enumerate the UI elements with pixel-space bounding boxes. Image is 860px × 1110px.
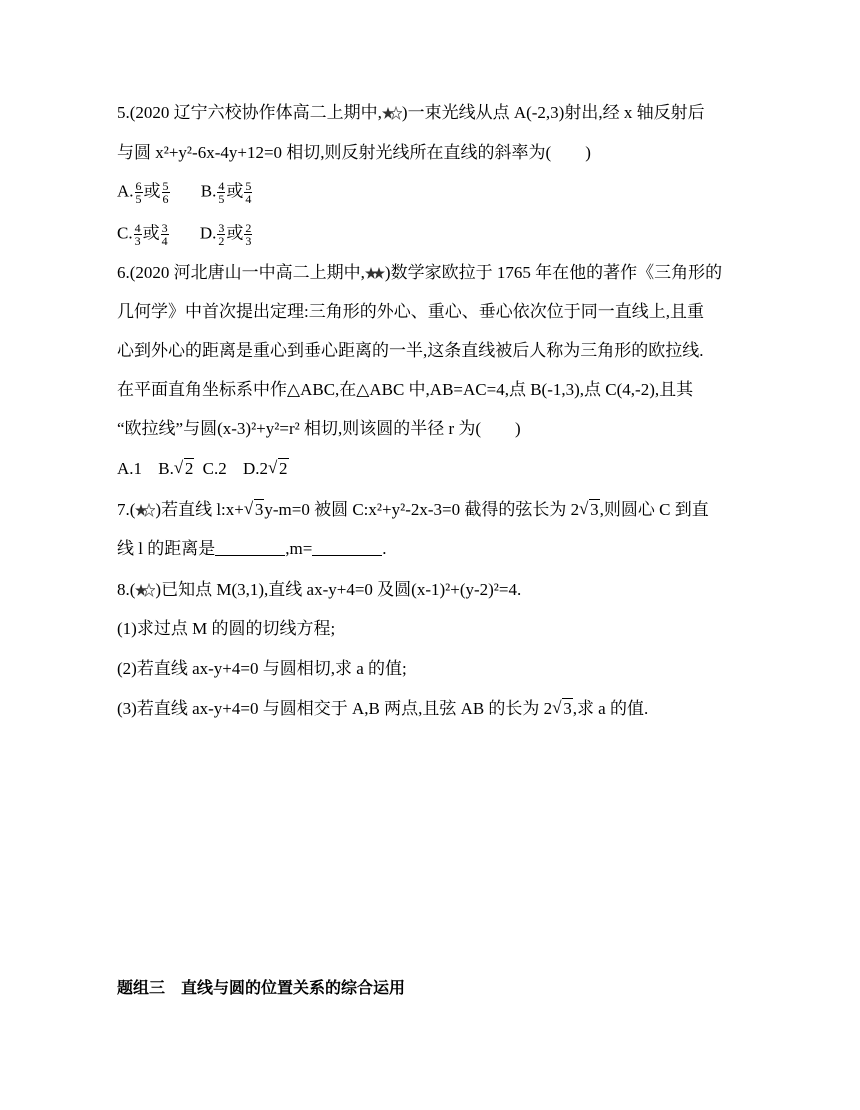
q6-line-1 xyxy=(117,262,722,284)
q5-stem-1: )一束光线从点 A(-2,3)射出,经 x 轴反射后 xyxy=(401,103,705,122)
q6-source: 6.(2020 河北唐山一中高二上期中, xyxy=(117,263,365,282)
q6-stem-1: )数学家欧拉于 1765 年在他的著作《三角形的 xyxy=(384,263,723,282)
answer-blank-distance[interactable] xyxy=(215,539,285,556)
q8-part-1: (1)求过点 M 的圆的切线方程; xyxy=(117,619,336,638)
q6-option-c: C.2 xyxy=(202,459,227,478)
q6-line-4: 在平面直角坐标系中作△ABC,在△ABC 中,AB=AC=4,点 B(-1,3),点 C(4,-2),且其 xyxy=(117,380,694,399)
q6-line-5: “欧拉线”与圆(x-3)²+y²=r² 相切,则该圆的半径 r 为( ) xyxy=(117,419,521,438)
q5-option-b: B. $\frac{4}{5}$ 或 $\frac{5}{4}$ xyxy=(200,179,252,206)
q5-option-c: C. $\frac{4}{3}$ 或 $\frac{3}{4}$ xyxy=(117,221,168,248)
difficulty-two-stars-icon xyxy=(135,503,155,517)
q6-option-d: D.2√ 2 xyxy=(243,459,289,478)
q5-option-d: D. $\frac{3}{2}$ 或 $\frac{2}{3}$ xyxy=(199,221,252,248)
answer-blank-m[interactable] xyxy=(312,539,382,556)
difficulty-two-stars-icon xyxy=(382,106,402,120)
q5-source: 5.(2020 辽宁六校协作体高二上期中, xyxy=(117,103,382,122)
difficulty-three-stars-icon xyxy=(365,266,385,280)
q6-options xyxy=(117,458,289,480)
q6-line-2: 几何学》中首次提出定理:三角形的外心、重心、垂心依次位于同一直线上,且重 xyxy=(117,302,704,321)
q5-line-1 xyxy=(117,102,705,124)
q7-line-1: 7.( )若直线 l:x+√ 3y-m=0 被圆 C:x²+y²-2x-3=0 截得的弦长为 2√ 3,则圆心 C 到直 xyxy=(117,499,709,521)
q8-line-1: 8.( )已知点 M(3,1),直线 ax-y+4=0 及圆(x-1)²+(y-2)²=4. xyxy=(117,580,522,599)
q5-options-row-1 xyxy=(117,180,253,205)
difficulty-two-stars-icon xyxy=(135,583,155,597)
q5-line-2: 与圆 x²+y²-6x-4y+12=0 相切,则反射光线所在直线的斜率为( ) xyxy=(117,143,591,162)
q5-option-a: A. $\frac{6}{5}$ 或 $\frac{5}{6}$ xyxy=(117,179,169,206)
q6-line-3: 心到外心的距离是重心到垂心距离的一半,这条直线被后人称为三角形的欧拉线. xyxy=(117,341,704,360)
q7-line-2: 线 l 的距离是 ,m= . xyxy=(117,539,387,558)
q8-part-3: (3)若直线 ax-y+4=0 与圆相交于 A,B 两点,且弦 AB 的长为 2√ 3,求 a 的值. xyxy=(117,698,648,720)
section-heading: 题组三 直线与圆的位置关系的综合运用 xyxy=(117,978,406,997)
q6-option-b: B.√ 2 xyxy=(158,459,194,478)
q8-part-2: (2)若直线 ax-y+4=0 与圆相切,求 a 的值; xyxy=(117,659,407,678)
q6-option-a: A.1 xyxy=(117,459,143,478)
q5-options-row-2 xyxy=(117,222,253,247)
